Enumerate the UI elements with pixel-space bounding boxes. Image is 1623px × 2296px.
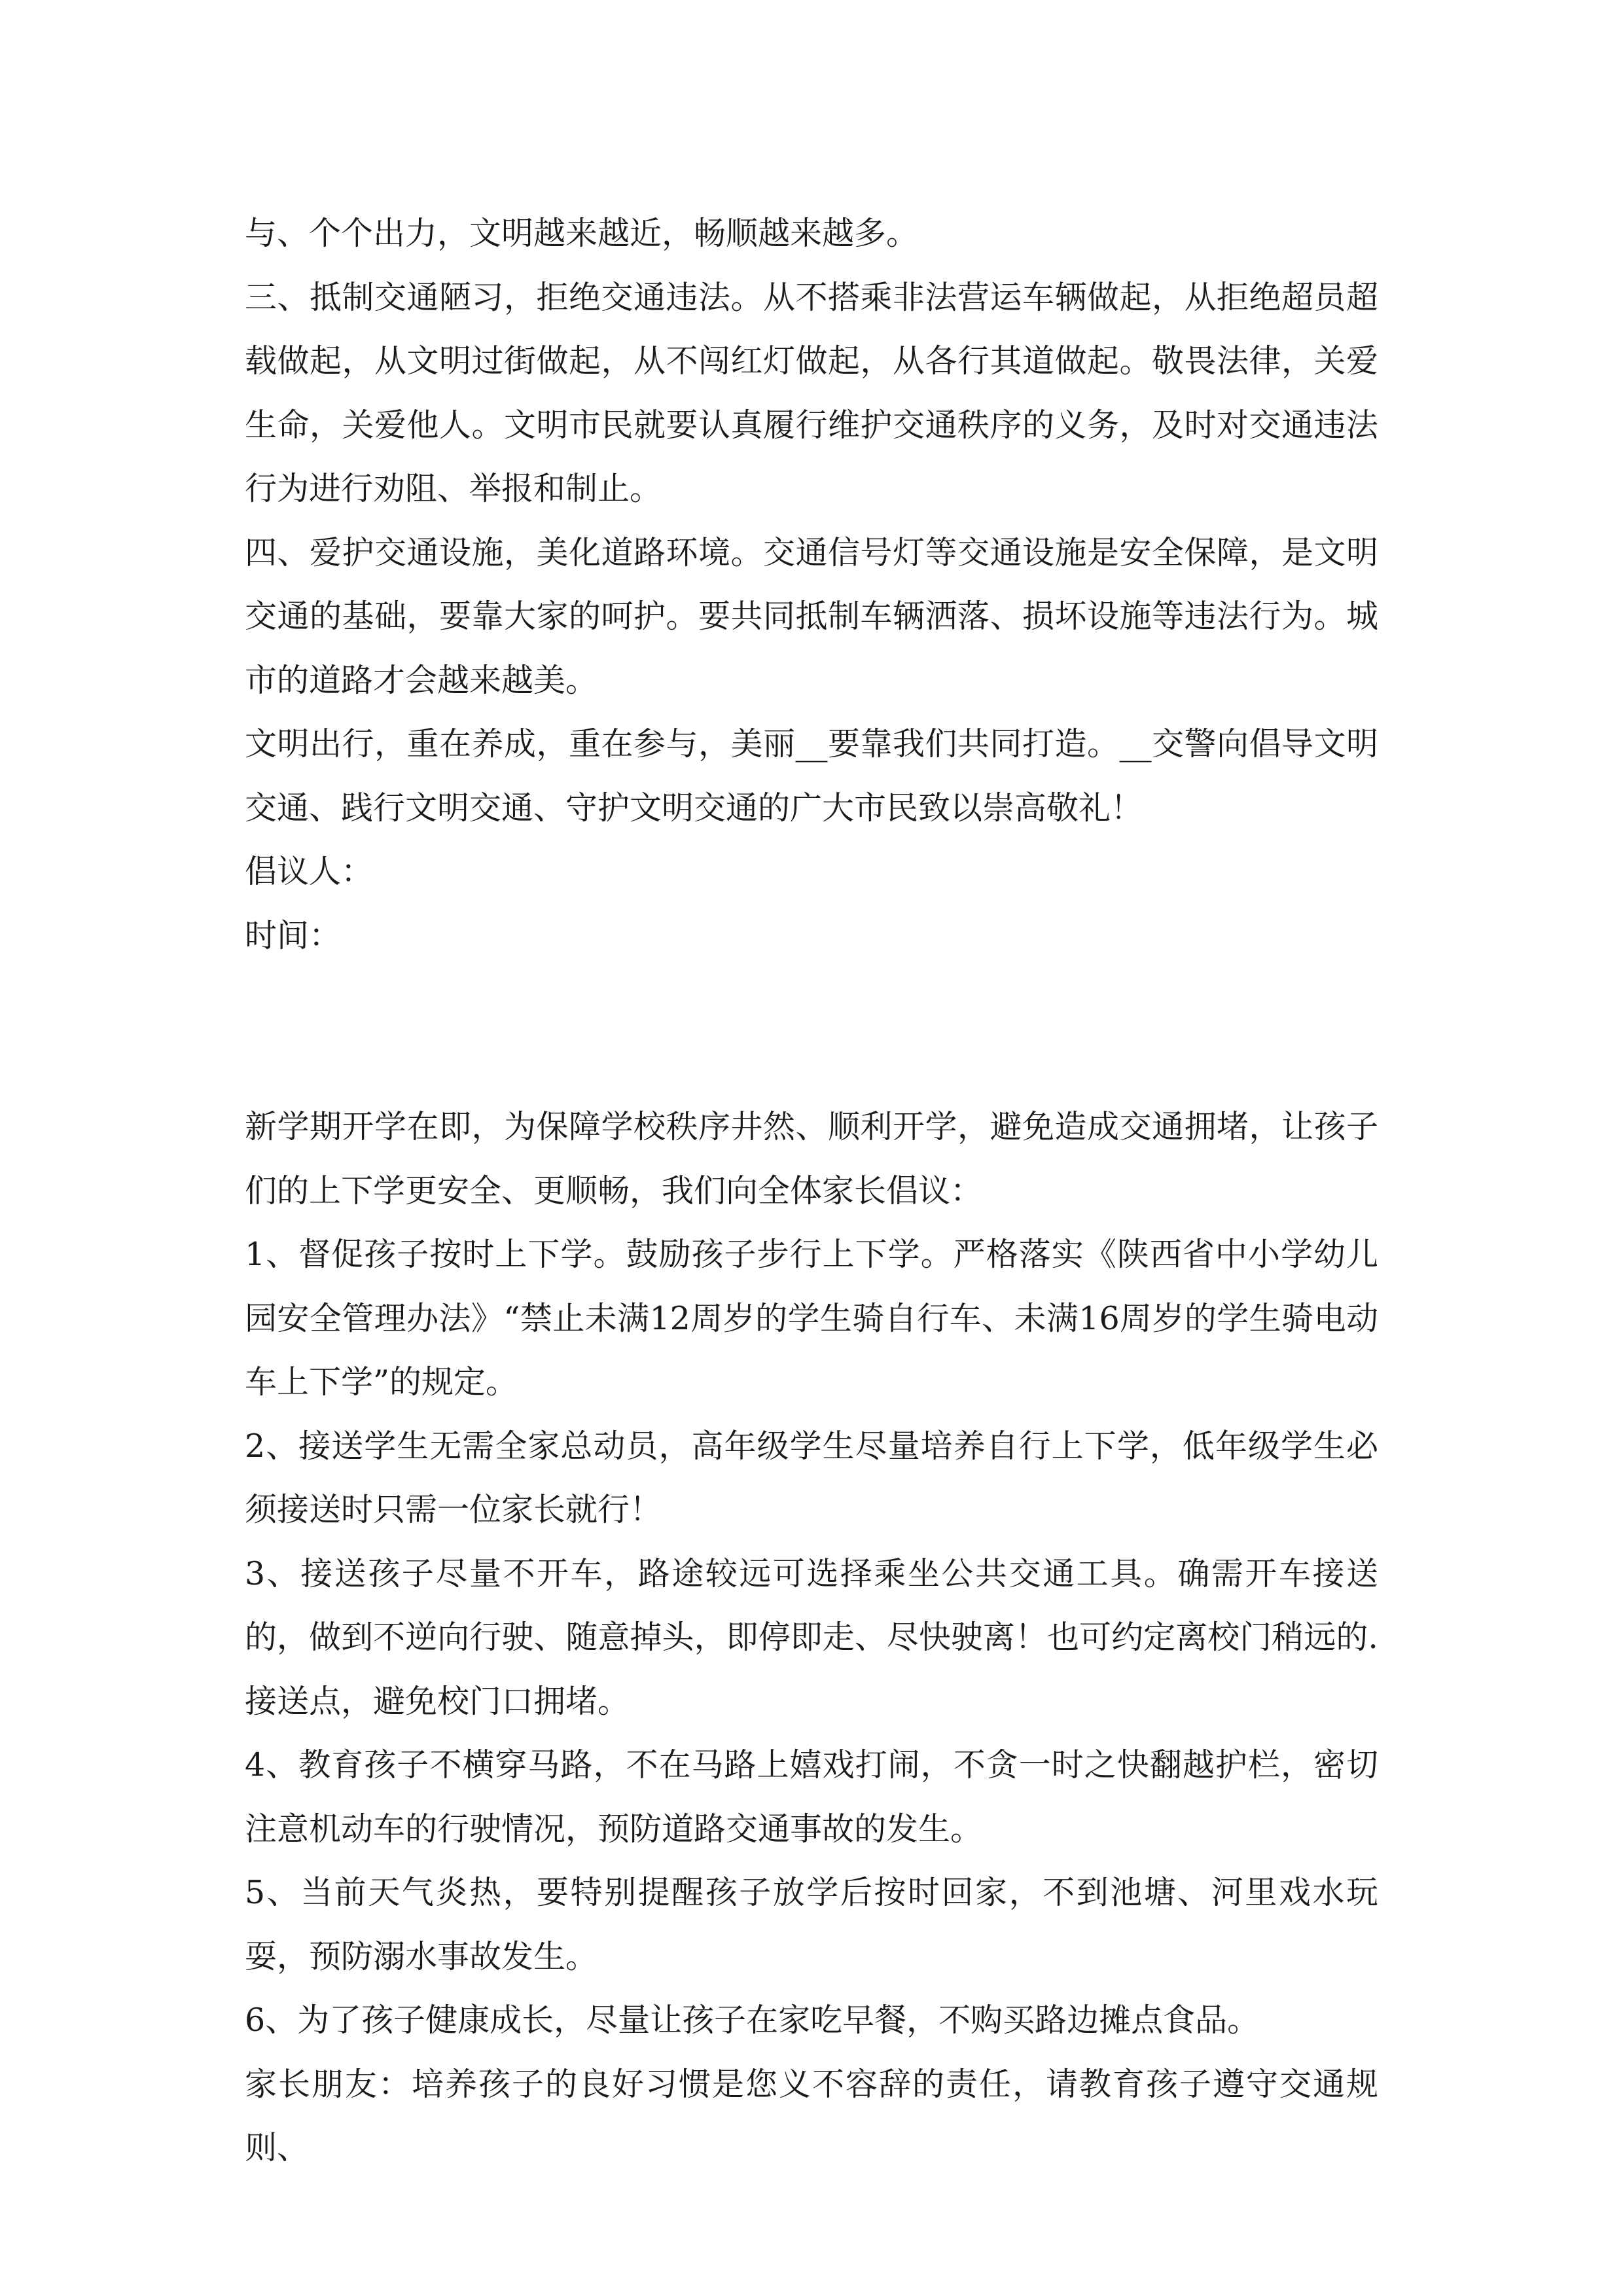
paragraph-item-2: 2、接送学生无需全家总动员，高年级学生尽量培养自行上下学，低年级学生必须接送时只需一位家长就行！ [245, 1427, 1378, 1528]
paragraph-item-6: 6、为了孩子健康成长，尽量让孩子在家吃早餐，不购买路边摊点食品。 [245, 2001, 1260, 2039]
paragraph-closing: 文明出行，重在养成，重在参与，美丽__要靠我们共同打造。__交警向倡导文明交通、践行文明交通、守护文明交通的广大市民致以崇高敬礼！ [245, 725, 1378, 827]
paragraph-item-5: 5、当前天气炎热，要特别提醒孩子放学后按时回家，不到池塘、河里戏水玩耍，预防溺水事故发生。 [245, 1874, 1378, 1975]
paragraph-point-four: 四、爱护交通设施，美化道路环境。交通信号灯等交通设施是安全保障，是文明交通的基础，要靠大家的呵护。要共同抵制车辆洒落、损坏设施等违法行为。城市的道路才会越来越美。 [245, 533, 1378, 699]
document-body [245, 202, 1378, 2180]
initiator-label: 倡议人： [245, 853, 374, 890]
paragraph-item-3: 3、接送孩子尽量不开车，路途较远可选择乘坐公共交通工具。确需开车接送的，做到不逆向行驶、随意掉头，即停即走、尽快驶离！也可约定离校门稍远的.接送点，避免校门口拥堵。 [245, 1554, 1378, 1720]
time-label: 时间： [245, 916, 342, 954]
paragraph-item-4: 4、教育孩子不横穿马路，不在马路上嬉戏打闹，不贪一时之快翻越护栏，密切注意机动车的行驶情况，预防道路交通事故的发生。 [245, 1746, 1378, 1848]
paragraph-intro: 新学期开学在即，为保障学校秩序井然、顺利开学，避免造成交通拥堵，让孩子们的上下学更安全、更顺畅，我们向全体家长倡议： [245, 1108, 1378, 1210]
paragraph-point-three: 三、抵制交通陋习，拒绝交通违法。从不搭乘非法营运车辆做起，从拒绝超员超载做起，从文明过街做起，从不闯红灯做起，从各行其道做起。敬畏法律，关爱生命，关爱他人。文明市民就要认真履行维护交通秩序的义务，及时对交通违法行为进行劝阻、举报和制止。 [245, 278, 1378, 507]
paragraph-item-1: 1、督促孩子按时上下学。鼓励孩子步行上下学。严格落实《陕西省中小学幼儿园安全管理办法》“禁止未满12周岁的学生骑自行车、未满16周岁的学生骑电动车上下学”的规定。 [245, 1236, 1378, 1401]
paragraph-continuation: 与、个个出力，文明越来越近，畅顺越来越多。 [245, 215, 919, 252]
paragraph-parents: 家长朋友：培养孩子的良好习惯是您义不容辞的责任，请教育孩子遵守交通规则、 [245, 2065, 1378, 2166]
section-gap [245, 967, 1378, 1095]
